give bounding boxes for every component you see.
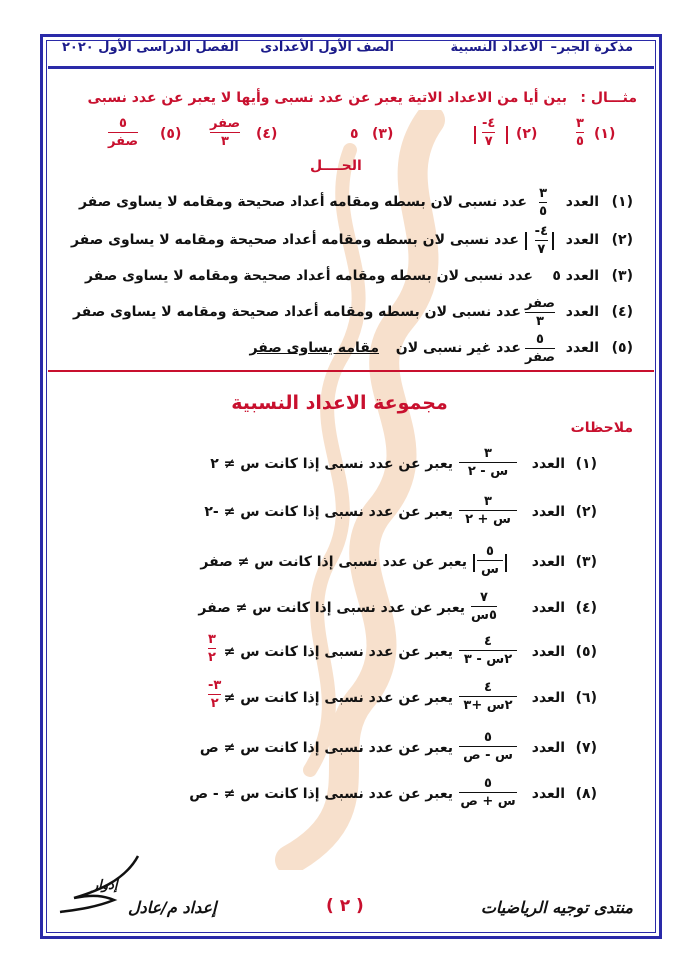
note-8-num: (٨) — [575, 786, 597, 802]
note-7-pre: العدد — [531, 740, 565, 756]
note-2-num: (٢) — [575, 504, 597, 520]
solution-2-num: (٢) — [611, 232, 633, 248]
note-3-text: يعبر عن عدد نسبى إذا كانت س ≠ صفر — [200, 554, 467, 570]
note-6-fraction: ٤ ٢س +٣ — [459, 680, 517, 713]
note-1-fraction: ٣ س - ٢ — [459, 446, 517, 479]
note-8-fraction: ٥ س + ص — [460, 776, 516, 809]
option-5-fraction: ٥ صفر — [108, 116, 139, 149]
footer-author-prefix: إعداد م/عادل — [128, 898, 217, 917]
note-8-pre: العدد — [531, 786, 565, 802]
note-2-text: يعبر عن عدد نسبى إذا كانت س ≠ -٢ — [204, 504, 453, 520]
note-3-abs-left — [473, 552, 475, 572]
solution-2-abs-right — [552, 230, 554, 250]
note-2-fraction: ٣ س + ٢ — [459, 494, 517, 527]
solution-3-num: (٣) — [611, 268, 633, 284]
note-1-text: يعبر عن عدد نسبى إذا كانت س ≠ ٢ — [210, 456, 453, 472]
header-title: مذكرة الجبر — [557, 40, 633, 55]
note-6-num: (٦) — [575, 690, 597, 706]
note-7-text: يعبر عن عدد نسبى إذا كانت س ≠ ص — [199, 740, 453, 756]
solution-1-text: عدد نسبى لان بسطه ومقامه أعداد صحيحة ومقامه لا يساوى صفر — [78, 194, 527, 210]
notes-label: ملاحظات — [570, 420, 633, 436]
note-1-num: (١) — [575, 456, 597, 472]
solution-1-num: (١) — [611, 194, 633, 210]
note-4-text: يعبر عن عدد نسبى إذا كانت س ≠ صفر — [198, 600, 465, 616]
header-grade: الصف الأول الأعدادى — [260, 40, 394, 55]
note-6-pre: العدد — [531, 690, 565, 706]
note-4-fraction: ٧ ٥س — [471, 590, 497, 623]
example-question: بين أيا من الاعداد الاتية يعبر عن عدد نسبى وأيها لا يعبر عن عدد نسبى — [87, 90, 567, 106]
option-4-fraction: صفر ٣ — [210, 116, 241, 149]
section-separator — [48, 370, 654, 372]
header-topic: الاعداد النسبية — [450, 40, 543, 55]
solution-3-text: عدد نسبى لان بسطه ومقامه أعداد صحيحة ومقامه لا يساوى صفر — [84, 268, 533, 284]
solution-2-abs-left — [525, 230, 527, 250]
solution-4-pre: العدد — [565, 304, 599, 320]
solution-4-text: عدد نسبى لان بسطه ومقامه أعداد صحيحة ومقامه لا يساوى صفر — [72, 304, 521, 320]
option-2-abs-right — [506, 124, 508, 144]
note-5-num: (٥) — [575, 644, 597, 660]
solution-1-fraction: ٣ ٥ — [539, 186, 547, 219]
note-6-result-fraction: -٣ ٢ — [208, 678, 222, 711]
solution-4-num: (٤) — [611, 304, 633, 320]
note-5-fraction: ٤ ٢س - ٣ — [459, 634, 517, 667]
note-5-text: يعبر عن عدد نسبى إذا كانت س ≠ — [223, 644, 453, 660]
solution-2-pre: العدد — [565, 232, 599, 248]
note-8-text: يعبر عن عدد نسبى إذا كانت س ≠ - ص — [189, 786, 453, 802]
header-term: الفصل الدراسى الأول ٢٠٢٠ — [62, 40, 239, 55]
note-7-fraction: ٥ س - ص — [459, 730, 517, 763]
solution-5-text: عدد غير نسبى لان — [395, 340, 521, 356]
option-1-fraction: ٣ ٥ — [576, 116, 584, 149]
note-4-num: (٤) — [575, 600, 597, 616]
option-4-num: (٤) — [256, 126, 278, 142]
solution-2-fraction: -٤ ٧ — [534, 224, 548, 257]
solution-5-num: (٥) — [611, 340, 633, 356]
note-3-abs-right — [505, 552, 507, 572]
solution-5-underlined: مقامه يساوى صفر — [249, 340, 379, 356]
option-2-abs-left — [474, 124, 476, 144]
footer-forum: منتدى توجيه الرياضيات — [480, 898, 633, 917]
section-title: مجموعة الاعداد النسبية — [231, 392, 448, 414]
solution-5-fraction: ٥ صفر — [524, 332, 555, 365]
header-dash: – — [550, 40, 557, 55]
note-3-pre: العدد — [531, 554, 565, 570]
note-2-pre: العدد — [531, 504, 565, 520]
note-7-num: (٧) — [575, 740, 597, 756]
option-2-num: (٢) — [516, 126, 538, 142]
solution-4-fraction: صفر ٣ — [524, 296, 555, 329]
footer-page-number: ( ٢ ) — [326, 896, 364, 916]
note-5-result-fraction: ٣ ٢ — [208, 632, 216, 665]
note-3-fraction: ٥ س — [477, 544, 503, 577]
solution-2-text: عدد نسبى لان بسطه ومقامه أعداد صحيحة ومقامه لا يساوى صفر — [70, 232, 519, 248]
solution-label: الحــــل — [310, 158, 362, 174]
option-3-value: ٥ — [350, 126, 359, 142]
example-label: مثـــال : — [580, 90, 637, 106]
option-1-num: (١) — [594, 126, 616, 142]
signature-scribble — [54, 852, 144, 922]
solution-1-pre: العدد — [565, 194, 599, 210]
header-divider — [48, 66, 654, 69]
solution-5-pre: العدد — [565, 340, 599, 356]
note-1-pre: العدد — [531, 456, 565, 472]
solution-3-pre: العدد ٥ — [552, 268, 599, 284]
note-4-pre: العدد — [531, 600, 565, 616]
note-6-text: يعبر عن عدد نسبى إذا كانت س ≠ — [223, 690, 453, 706]
option-2-fraction: -٤ ٧ — [482, 116, 496, 149]
note-5-pre: العدد — [531, 644, 565, 660]
footer-author-name: إدوار — [92, 878, 118, 893]
option-5-num: (٥) — [160, 126, 182, 142]
option-3-num: (٣) — [372, 126, 394, 142]
note-3-num: (٣) — [575, 554, 597, 570]
